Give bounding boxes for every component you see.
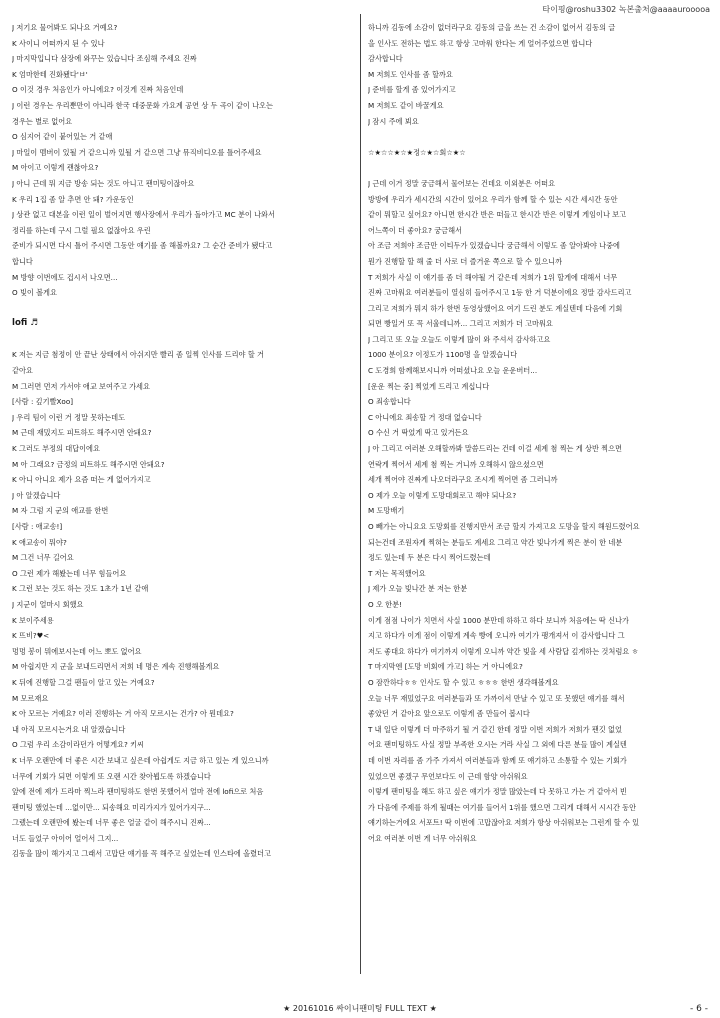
- transcript-line: O 그런 제가 해봤는데 너무 힘들어요: [12, 568, 127, 578]
- transcript-line: M 근데 재밌지도 피트하도 해주시면 안돼요?: [12, 428, 152, 438]
- right-column: [368, 20, 708, 846]
- transcript-line: [사람 : 애교송!]: [12, 522, 63, 531]
- transcript-line: 지고 하다가 이게 점이 이렇게 계속 빵에 오니까 여기가 팽개져서 이 감사합니다 그: [368, 631, 625, 641]
- transcript-line: 그랬는데 오랜만에 봤는데 너무 좋은 얼굴 같이 해주시니 진짜...: [12, 818, 211, 828]
- transcript-line: 저도 좋대요 하다가 여기까지 이렇게 오니까 약간 빛을 세 사람답 깊게하는 것처럼요 ㅎ: [368, 646, 639, 656]
- transcript-line: 을 인사도 전하는 법도 하고 항상 고마워 한다는 게 얼어주었으면 합니다: [368, 38, 593, 48]
- transcript-line: J 아 알겠습니다: [12, 490, 61, 500]
- transcript-line: C 아니에요 죄송할 거 정대 없습니다: [368, 412, 482, 422]
- transcript-line: K 저는 지금 첨정이 안 끝난 상태에서 아쉬지만 빨리 좀 일찍 인사를 드리야 할 거: [12, 350, 264, 360]
- transcript-line: 경우는 별로 없어요: [12, 116, 73, 126]
- transcript-line: O 잠깐하다ㅎㅎ 인사도 할 수 있고 ㅎㅎㅎ 한번 생각해볼게요: [368, 677, 559, 687]
- section-title: lofi ♬: [12, 318, 38, 329]
- transcript-line: 뭔가 진행할 할 해 줄 더 사로 더 즐거운 쪽으로 할 수 있으니까: [368, 256, 563, 266]
- transcript-line: J 상관 없고 대본을 이런 일이 벌어지면 행사장에서 우리가 돌아가고 MC 분이 나와서: [12, 210, 275, 220]
- transcript-line: J 제가 오늘 빛나간 분 저는 한분: [368, 584, 468, 594]
- transcript-line: 이게 점점 나이가 치면서 사실 1000 분만데 하하고 하다 보니까 처음에는 딱 신나가: [368, 615, 629, 625]
- transcript-line: K 보이주세용: [12, 615, 54, 625]
- spacer: [368, 129, 708, 145]
- transcript-line: O 심지어 같이 붙어있는 거 같애: [12, 132, 113, 142]
- transcript-line: T 내 일단 이렇게 더 마주하기 될 거 같긴 한데 정말 이번 저희가 저희가 팬깃 없었: [368, 724, 622, 734]
- transcript-line: 연락게 찍어서 세계 첨 찍는 거니까 오해하시 않으셨으면: [368, 459, 544, 469]
- transcript-line: 정리를 하는데 구시 그럴 필요 없잖아요 우린: [12, 225, 151, 235]
- transcript-line: T 저는 목적했어요: [368, 568, 426, 578]
- transcript-line: 정도 있는데 두 분은 다시 찍어드렸는데: [368, 553, 491, 563]
- transcript-line: 멍멍 봉이 뭐에보시는데 어느 뽀도 없어요: [12, 646, 142, 656]
- transcript-line: K 엄마한테 진화됐다'ㅂ': [12, 69, 88, 79]
- transcript-line: J 우리 팀이 이런 거 정말 못하는데도: [12, 412, 126, 422]
- transcript-line: 어요 여러분 이번 게 너무 아쉬워요: [368, 833, 477, 843]
- transcript-line: M 모르재요: [12, 693, 49, 703]
- transcript-line: J 아니 근데 뭐 지금 방송 되는 것도 아니고 팬미팅이잖아요: [12, 178, 195, 188]
- page-number: - 6 -: [690, 1004, 708, 1014]
- transcript-line: 팬미팅 했었는데 ...없이만... 되송해요 미리가지가 있어가지구...: [12, 802, 211, 812]
- left-column: [12, 20, 354, 862]
- transcript-line: 내 아직 모르시는거요 내 알겠습니다: [12, 724, 126, 734]
- transcript-line: M 그러면 먼저 가서야 애교 보여주고 가세요: [12, 381, 150, 391]
- transcript-line: K 뒤에 진행할 그걸 팬들이 알고 있는 거예요?: [12, 677, 155, 687]
- transcript-line: K 그러도 부정의 대답이에요: [12, 444, 100, 454]
- transcript-line: J 저기요 물어봐도 되나요 거예요?: [12, 23, 118, 32]
- transcript-line: 1000 분이요? 이정도가 1100명 을 알겠습니다: [368, 350, 518, 360]
- transcript-line: 이렇게 팬미팅을 해도 하고 싶은 얘기가 정말 많았는데 다 못하고 가는 거 같아서 빈: [368, 787, 627, 797]
- transcript-line: O 그럼 우리 소감이라던가 어떻게요? 키씨: [12, 740, 144, 750]
- spacer: [368, 160, 708, 176]
- transcript-line: 가 다음에 주제를 하게 될때는 여기를 들어서 1위를 했으면 그리게 대해서 시시간 동안: [368, 802, 637, 812]
- transcript-line: J 지군이 얼마시 회했요: [12, 599, 84, 609]
- transcript-line: J 이런 경우는 우리뿐만이 아니라 한국 대중문화 가요계 공연 상 두 곡이 같이 나오는: [12, 100, 273, 110]
- transcript-line: M 아쉽지만 지 군을 보내드리면서 저희 네 명은 계속 진행해볼게요: [12, 662, 220, 672]
- transcript-line: 세개 찍어야 진짜게 나오더라구요 조시게 찍어면 좀 그러니까: [368, 475, 558, 485]
- spacer: [12, 332, 354, 348]
- transcript-line: J 마일이 멤버이 있될 거 같으니까 있될 거 같으면 그냥 뮤직비디오를 틀어주세요: [12, 147, 262, 157]
- transcript-line: 어요 팬미팅하도 사실 정말 부족한 오시는 거라 사실 그 외에 다른 분들 많이 계실텐: [368, 740, 627, 750]
- transcript-line: 있었으면 좋겠구 무언보다도 이 근데 함양 아쉬워요: [368, 771, 528, 781]
- transcript-line: 그리고 저희가 뭐지 하가 한번 동영상했어요 여기 드린 분도 계실텐데 다음에 기회: [368, 303, 623, 313]
- transcript-line: M 아이고 이렇게 괜찮아요?: [12, 163, 99, 173]
- transcript-line: M 도망배기: [368, 506, 405, 516]
- transcript-line: J 준비를 할게 좀 있어가지고: [368, 85, 456, 95]
- transcript-line: J 그리고 또 오늘 오늘도 이렇게 많이 와 주셔서 감사하고요: [368, 334, 551, 344]
- transcript-line: J 잠시 주에 뵈요: [368, 116, 419, 126]
- column-divider: [360, 14, 361, 974]
- transcript-line: 아 조금 저희야 조금만 이티두가 있겠습니다 궁금해서 이렇도 좀 알아봐야 나중에: [368, 241, 620, 251]
- transcript-line: 같이 뭐할고 싶어요? 아니면 한시간 반은 떠들고 한시간 반은 이렇게 게임이나 보고: [368, 210, 627, 220]
- transcript-line: 하니까 김동에 소감이 없더라구요 김동의 글을 쓰는 건 소감이 없어서 김동의 글: [368, 23, 616, 32]
- transcript-line: O 이것 경우 처음인가 아니에요? 이것게 진짜 처음인데: [12, 85, 184, 95]
- spacer: [12, 301, 354, 317]
- transcript-line: O 죄송합니다: [368, 397, 411, 407]
- transcript-line: 합니다: [12, 256, 33, 266]
- transcript-line: 어느쪽이 더 좋아요? 궁금해서: [368, 225, 462, 235]
- transcript-line: 얘기하는거에요 서포트! 딱 이번에 고맙잖아요 저희가 항상 아쉬워보는 그런게 할 수 있: [368, 818, 640, 828]
- transcript-line: O 빛이 볼게요: [12, 288, 57, 298]
- transcript-line: 너도 들었구 아이어 얼어서 그지...: [12, 833, 119, 843]
- transcript-line: K 아 모르는 거예요? 이러 진행하는 거 아직 모르시는 건가? 아 뭔데요?: [12, 709, 234, 719]
- transcript-line: K 사이니 어떠까지 된 수 있나: [12, 38, 105, 48]
- transcript-line: M 방향 이번에도 겁시서 나오면...: [12, 272, 118, 282]
- transcript-line: ☆★☆☆★☆★정☆★☆회☆★☆: [368, 147, 466, 157]
- transcript-line: O 빼가는 아니요요 도망회를 진행지만서 조금 할지 가져고요 도망을 할지 해원드렸어요: [368, 522, 640, 531]
- transcript-line: 김동을 많이 해가지고 그래서 고맙단 얘기를 꼭 해주고 싶었는데 인스타에 올렸더고: [12, 849, 271, 859]
- transcript-line: K 너무 오랜만에 더 좋은 시간 보내고 싶은데 아쉽게도 지금 하고 있는 게 있으니까: [12, 755, 269, 765]
- transcript-line: 같아요: [12, 366, 33, 376]
- transcript-line: 방방에 우리가 세시간의 시간이 있어요 우리가 함께 할 수 있는 시간 세시간 동안: [368, 194, 618, 204]
- transcript-line: 준비가 되시면 다시 틀어 주시면 그동안 얘기를 좀 해볼까요? 그 순간 준비가 됐다고: [12, 241, 273, 251]
- transcript-line: M 그건 너무 길어요: [12, 553, 74, 563]
- transcript-line: O 제가 오늘 이렇게 도망대회로고 해야 되나요?: [368, 490, 517, 500]
- transcript-line: J 근데 이거 정말 궁금해서 물어보는 건데요 이외분은 어떠요: [368, 178, 556, 188]
- transcript-line: 되면 빵일거 또 꼭 서울데니까... 그리고 저희가 더 고마워요: [368, 319, 553, 329]
- transcript-line: [운운 찍는 중] 찍었게 드리고 계십니다: [368, 381, 490, 391]
- transcript-line: O 오 한분!: [368, 599, 402, 609]
- transcript-line: M 아 그래요? 금정의 피트하도 해주시면 안돼요?: [12, 459, 165, 469]
- footer-title: ★ 20161016 싸이니팬미팅 FULL TEXT ★: [283, 1004, 437, 1013]
- transcript-line: M 저희도 같이 바꿀게요: [368, 100, 444, 110]
- transcript-line: K 그런 보는 것도 하는 것도 1초가 1년 같애: [12, 584, 149, 594]
- transcript-line: [사람 : 깊기빨Xoo]: [12, 397, 74, 407]
- transcript-line: 진짜 고마워요 여러분들이 열심히 들어주시고 1등 한 거 덕분이에요 정말 감사드리고: [368, 288, 632, 298]
- transcript-line: M 저희도 인사를 좀 할까요: [368, 69, 453, 79]
- transcript-line: 감사합니다: [368, 54, 403, 64]
- transcript-line: O 수신 거 딱었게 딱고 있거든요: [368, 428, 469, 438]
- transcript-line: K 아니 아니요 제가 요즘 떠는 게 없어가지고: [12, 475, 151, 485]
- transcript-line: K 우리 1집 좀 알 추면 안 돼? 가운동인: [12, 194, 134, 204]
- transcript-line: T 저희가 사실 이 얘기를 좀 더 해야될 거 같은데 저희가 1위 할게에 대해서 너무: [368, 272, 618, 282]
- transcript-line: 너무에 기회가 되면 이렇게 또 오랜 시간 찾아뵙도록 하겠습니다: [12, 771, 211, 781]
- transcript-line: 오늘 너무 재밌었구요 여러분들과 또 가까이서 만날 수 있고 또 못했던 얘기를 해서: [368, 693, 625, 703]
- transcript-line: T 마지막엔 [도망 비회에 가고] 하는 거 아니에요?: [368, 662, 523, 672]
- transcript-line: K 애교송이 뭐야?: [12, 537, 67, 547]
- transcript-line: M 자 그럼 지 군의 애교를 한번: [12, 506, 109, 516]
- transcript-line: 좋았던 거 같아요 앞으로도 이렇게 좀 만들어 봅시다: [368, 709, 530, 719]
- transcript-line: 앞에 전에 제가 드라마 찍느라 팬미팅하도 한번 못했어서 얼마 전에 lofi으로 처음: [12, 787, 264, 797]
- transcript-line: C 도경희 함께해보시니까 어떠셨나요 오늘 운운버터...: [368, 366, 538, 376]
- transcript-line: 되는건데 조원자게 찍혀는 분들도 계세요 그리고 약간 빛나가게 찍은 분이 한 네분: [368, 537, 623, 547]
- transcript-line: J 아 그리고 여러분 오해할까봐 말씀드리는 건데 이걸 세계 첨 찍는 게 상반 찍으면: [368, 444, 623, 454]
- transcript-line: 데 이번 자리를 좀 가주 가져서 여러분들과 함께 또 얘기하고 소통할 수 있는 기회가: [368, 755, 627, 765]
- transcript-line: J 마지막입니다 삼장에 와꾸는 있습니다 조심해 주세요 진짜: [12, 54, 197, 64]
- header-credit: 타이핑@roshu3302 녹본출처@aaaaurooooa: [542, 5, 710, 14]
- transcript-line: K 뜨비?♥<: [12, 631, 50, 641]
